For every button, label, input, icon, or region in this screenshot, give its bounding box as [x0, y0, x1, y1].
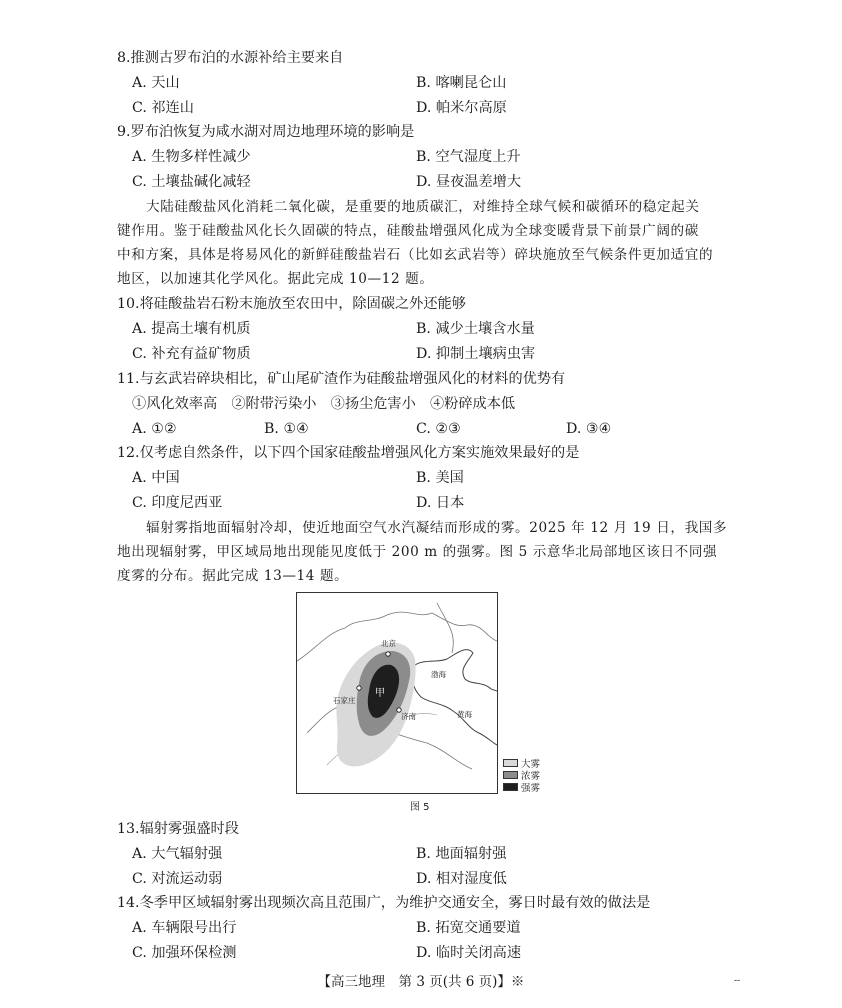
q13-option-a: A. 大气辐射强: [132, 846, 223, 862]
q11-option-c: C. ②③: [416, 421, 461, 437]
label-bohai: 渤海: [431, 670, 446, 679]
question-10-stem: 10.将硅酸盐岩石粉末施放至农田中，除固碳之外还能够: [117, 296, 466, 312]
question-12-stem: 12.仅考虑自然条件，以下四个国家硅酸盐增强风化方案实施效果最好的是: [117, 445, 580, 461]
q8-option-a: A. 天山: [132, 75, 180, 91]
q12-option-a: A. 中国: [132, 470, 180, 486]
q11-option-d: D. ③④: [566, 421, 612, 437]
province-border: [437, 603, 453, 653]
q8-option-c: C. 祁连山: [132, 100, 194, 116]
question-13-stem: 13.辐射雾强盛时段: [117, 821, 239, 837]
fog-distribution-map: [296, 592, 498, 794]
q13-option-c: C. 对流运动弱: [132, 871, 223, 887]
q8-option-d: D. 帕米尔高原: [416, 100, 507, 116]
legend-swatch: [503, 771, 518, 779]
q10-option-c: C. 补充有益矿物质: [132, 346, 251, 362]
question-9-stem: 9.罗布泊恢复为咸水湖对周边地理环境的影响是: [117, 124, 415, 140]
map-svg: [297, 593, 497, 793]
q14-option-c: C. 加强环保检测: [132, 945, 237, 961]
q14-option-a: A. 车辆限号出行: [132, 920, 237, 936]
passage-2-line-2: 地出现辐射雾，甲区域局地出现能见度低于 200 m 的强雾。图 5 示意华北局部地区该日不同强: [117, 544, 718, 560]
q11-option-a: A. ①②: [132, 421, 177, 437]
passage-2-line-3: 度雾的分布。据此完成 13—14 题。: [117, 568, 349, 584]
figure-caption: 图 5: [410, 802, 430, 813]
passage-1-line-1: 大陆硅酸盐风化消耗二氧化碳，是重要的地质碳汇，对维持全球气候和碳循环的稳定起关: [146, 199, 700, 215]
label-beijing: 北京: [381, 639, 396, 648]
label-huanghai: 黄海: [457, 710, 472, 719]
q9-option-a: A. 生物多样性减少: [132, 149, 251, 165]
legend-swatch: [503, 783, 518, 791]
legend-label: 浓雾: [521, 771, 541, 782]
q10-option-a: A. 提高土壤有机质: [132, 321, 251, 337]
q9-option-b: B. 空气湿度上升: [416, 149, 521, 165]
coastline: [415, 650, 497, 691]
q13-option-d: D. 相对湿度低: [416, 871, 507, 887]
q11-items: ①风化效率高 ②附带污染小 ③扬尘危害小 ④粉碎成本低: [132, 396, 516, 412]
passage-1-line-4: 地区，以加速其化学风化。据此完成 10—12 题。: [117, 271, 434, 287]
passage-1-line-3: 中和方案，具体是将易风化的新鲜硅酸盐岩石（比如玄武岩等）碎块施放至气候条件更加适宜的: [117, 247, 714, 263]
q9-option-c: C. 土壤盐碱化减轻: [132, 174, 251, 190]
q12-option-c: C. 印度尼西亚: [132, 495, 223, 511]
question-8-stem: 8.推测古罗布泊的水源补给主要来自: [117, 50, 344, 66]
legend-label: 大雾: [521, 759, 541, 770]
q8-option-b: B. 喀喇昆仑山: [416, 75, 507, 91]
passage-2-line-1: 辐射雾指地面辐射冷却，使近地面空气水汽凝结而形成的雾。2025 年 12 月 19 日，我国多: [146, 520, 728, 536]
page-footer: 【高三地理 第 3 页(共 6 页)】※: [317, 974, 525, 990]
coastline: [412, 665, 497, 745]
beijing-marker: [386, 652, 390, 656]
question-11-stem: 11.与玄武岩碎块相比，矿山尾矿渣作为硅酸盐增强风化的材料的优势有: [117, 371, 566, 387]
q12-option-b: B. 美国: [416, 470, 464, 486]
legend-item-strong-fog: [503, 781, 540, 793]
corner-mark: --: [734, 976, 741, 986]
question-14-stem: 14.冬季甲区域辐射雾出现频次高且范围广，为维护交通安全，雾日时最有效的做法是: [117, 895, 651, 911]
label-jia: 甲: [375, 688, 385, 699]
q9-option-d: D. 昼夜温差增大: [416, 174, 522, 190]
q11-option-b: B. ①④: [264, 421, 309, 437]
q13-option-b: B. 地面辐射强: [416, 846, 507, 862]
q14-option-d: D. 临时关闭高速: [416, 945, 522, 961]
q10-option-b: B. 减少土壤含水量: [416, 321, 535, 337]
q10-option-d: D. 抑制土壤病虫害: [416, 346, 536, 362]
q14-option-b: B. 拓宽交通要道: [416, 920, 521, 936]
passage-1-line-2: 键作用。鉴于硅酸盐风化长久固碳的特点，硅酸盐增强风化成为全球变暖背景下前景广阔的碳: [117, 223, 699, 239]
legend-label: 强雾: [521, 783, 541, 794]
label-jinan: 济南: [401, 712, 416, 721]
shijiazhuang-marker: [357, 686, 361, 690]
label-shijiazhuang: 石家庄: [333, 696, 356, 705]
legend-swatch: [503, 759, 518, 767]
map-legend: [503, 757, 540, 793]
q12-option-d: D. 日本: [416, 495, 465, 511]
